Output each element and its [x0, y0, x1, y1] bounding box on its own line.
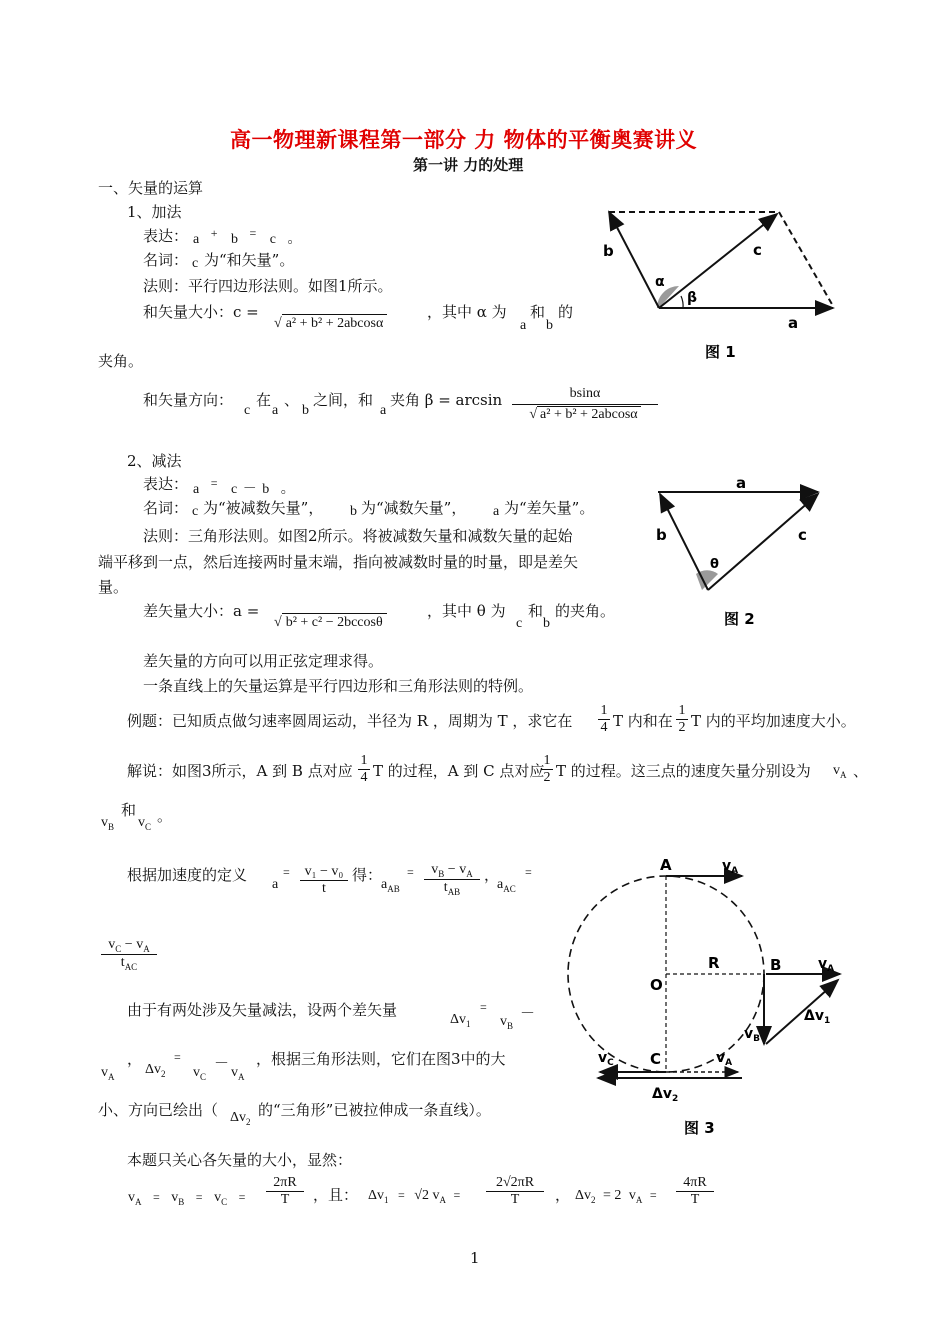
expr-op: = — [249, 226, 257, 240]
punct: 、 — [284, 391, 300, 409]
velocity-fraction — [266, 1175, 304, 1208]
difference-vectors-text: 由于有两处涉及矢量减法，设两个差矢量 — [127, 1001, 398, 1019]
label-c: c — [753, 241, 762, 259]
label-theta: θ — [710, 557, 719, 572]
label-beta: β — [687, 290, 698, 306]
label-b: b — [603, 242, 614, 260]
label-vB — [744, 1026, 760, 1044]
symbol-b: b — [302, 403, 309, 418]
figure-3-circle — [560, 848, 860, 1148]
symbol-aAC — [497, 877, 516, 894]
sum-direction-label: 和矢量方向： — [143, 391, 234, 409]
sqrt-two: √2 — [414, 1188, 429, 1203]
delta-v1-fraction — [486, 1175, 544, 1208]
subscript: 2 — [671, 1094, 679, 1104]
subscript: A — [827, 964, 835, 974]
symbol-v: v — [744, 1026, 754, 1042]
word-between: 之间，和 — [313, 391, 374, 409]
punct: 、 — [853, 762, 869, 780]
expr-op: = — [210, 476, 218, 490]
expr-op: + — [210, 226, 218, 240]
page-title: 高一物理新课程第一部分 力 物体的平衡奥赛讲义 — [230, 128, 698, 152]
symbol-c: c — [516, 616, 523, 631]
equals: = — [153, 1190, 160, 1204]
subscript: A — [840, 769, 847, 780]
expr-term: a — [193, 482, 200, 497]
delta-v2-fraction — [676, 1175, 714, 1208]
subscript: A — [238, 1071, 245, 1082]
denominator: 2 — [678, 720, 686, 735]
symbol-v: v — [431, 862, 439, 877]
word-angle: 的夹角。 — [555, 602, 616, 620]
denominator: T — [510, 1192, 520, 1207]
subscript: B — [438, 868, 445, 879]
figure-2-triangle — [650, 470, 840, 635]
subscript: C — [221, 1196, 228, 1207]
note-sine-rule: 差矢量的方向可以用正弦定理求得。 — [143, 652, 384, 670]
point-A: A — [660, 856, 672, 874]
subtraction-name-label: 名词： — [143, 499, 189, 517]
subtrahend-text: 为“减数矢量”， — [361, 499, 467, 517]
label-alpha: α — [655, 274, 665, 290]
word-get: 得： — [352, 866, 383, 884]
expr-term: b — [262, 482, 270, 497]
symbol-a: a — [493, 504, 500, 519]
point-B: B — [770, 956, 782, 974]
velocity-vA — [101, 1065, 115, 1082]
difference-text: 为“差矢量”。 — [504, 499, 595, 517]
symbol-c: c — [192, 504, 199, 519]
word-of: 的 — [558, 303, 574, 321]
symbol-b: b — [350, 504, 357, 519]
numerator: bsinα — [569, 386, 601, 401]
acceleration-definition-label: 根据加速度的定义 — [127, 866, 248, 884]
root-content: b² + c² − 2bccosθ — [282, 613, 387, 630]
delta-v2-result — [575, 1188, 661, 1205]
equals: = — [195, 1190, 203, 1204]
solution-text: 解说：如图3所示，A 到 B 点对应 — [127, 762, 353, 780]
label-vA — [716, 1050, 732, 1068]
punct: ， — [484, 866, 500, 884]
aAB-fraction — [424, 862, 480, 897]
symbol-dv: Δv — [368, 1188, 385, 1203]
subtraction-heading: 2、减法 — [127, 452, 182, 470]
sum-magnitude-label: 和矢量大小：c = — [143, 303, 259, 321]
expr-term: c — [231, 482, 238, 497]
numerator — [424, 862, 480, 879]
addition-name-label: 名词： — [143, 251, 189, 269]
velocity-vC — [193, 1065, 206, 1082]
difference-magnitude-root: √ b² + c² − 2bccosθ — [274, 615, 387, 631]
symbol-v: v — [214, 1190, 222, 1205]
addition-rule: 法则：平行四边形法则。如图1所示。 — [143, 277, 393, 295]
equals: = — [407, 865, 414, 879]
addition-heading: 1、加法 — [127, 203, 182, 221]
symbol-v: v — [818, 956, 828, 972]
beta-angle-arc — [681, 296, 683, 308]
subscript: C — [607, 1058, 614, 1068]
vector-b-arrow — [609, 212, 659, 308]
numerator: 1 — [543, 753, 551, 768]
denominator — [101, 955, 157, 972]
root-content: a² + b² + 2abcosα — [537, 406, 641, 422]
sum-magnitude-tail: ，其中 α 为 — [427, 303, 507, 321]
addition-expression — [193, 228, 302, 248]
word-and: 和 — [528, 602, 544, 620]
symbol-aAB — [381, 877, 400, 894]
symbol-v: v — [193, 1065, 200, 1080]
word-and-also: ，且： — [313, 1186, 359, 1204]
acceleration-fraction — [300, 864, 348, 897]
page-number: 1 — [470, 1249, 480, 1267]
subscript: AB — [387, 883, 400, 894]
delta-v2 — [145, 1062, 166, 1079]
subscript: A — [635, 1194, 643, 1205]
numerator: 1 — [678, 703, 686, 718]
velocity-vC — [138, 815, 151, 832]
equals: = — [174, 1050, 181, 1064]
denominator: T — [690, 1192, 700, 1207]
difference-magnitude-tail: ，其中 θ 为 — [427, 602, 506, 620]
numerator: 1 — [360, 753, 368, 768]
subscript: 2 — [246, 1116, 251, 1127]
denominator: √ a² + b² + 2abcosα — [512, 407, 658, 423]
symbol-t: t — [120, 954, 125, 970]
subscript: B — [507, 1020, 514, 1031]
symbol-dv: Δv — [145, 1062, 162, 1077]
difference-magnitude-label: 差矢量大小：a = — [143, 602, 260, 620]
subtraction-rule-line: 法则：三角形法则。如图2所示。将被减数矢量和减数矢量的起始 — [143, 527, 573, 545]
subscript: C — [145, 821, 152, 832]
dashed-side — [779, 212, 833, 306]
figure-1-parallelogram — [595, 200, 855, 370]
label-vA — [818, 956, 834, 974]
symbol-v: v — [432, 1188, 440, 1203]
symbol-v: v — [101, 815, 108, 830]
symbol-v: v — [138, 815, 145, 830]
symbol-c: c — [244, 403, 251, 418]
denominator: 4 — [360, 770, 368, 785]
difference-vectors-text: 小、方向已绘出（ — [98, 1101, 219, 1119]
numerator: 2πR — [273, 1175, 297, 1190]
magnitudes-intro: 本题只关心各矢量的大小，显然： — [127, 1151, 353, 1169]
example-question: T 内的平均加速度大小。 — [691, 712, 856, 730]
subtraction-expression — [193, 478, 295, 498]
equals: = — [398, 1188, 405, 1202]
symbol-dv: Δv — [575, 1188, 592, 1203]
subscript: AC — [124, 961, 138, 972]
fraction-bar — [512, 404, 658, 405]
sum-vector-symbol: c — [192, 256, 199, 271]
numerator: 1 — [600, 703, 608, 718]
symbol-a: a — [380, 403, 387, 418]
minus: － — [214, 1054, 230, 1072]
point-C: C — [650, 1050, 662, 1068]
subscript: A — [725, 1058, 733, 1068]
symbol-a: a — [497, 877, 504, 892]
symbol-a: a — [272, 877, 279, 892]
subscript: A — [466, 868, 473, 879]
symbol-b: b — [546, 318, 553, 333]
subscript: 2 — [161, 1068, 166, 1079]
symbol-v: v — [231, 1065, 238, 1080]
word-in: 在 — [256, 391, 272, 409]
denominator: t — [322, 881, 326, 896]
subscript: 2 — [591, 1194, 596, 1205]
angle-formula: 夹角 β = arcsin — [390, 391, 503, 409]
subscript: AB — [447, 886, 461, 897]
subscript: A — [731, 866, 739, 876]
symbol-t: t — [443, 879, 448, 895]
subscript: A — [439, 1194, 446, 1205]
symbol-v: v — [598, 1050, 608, 1066]
fraction-quarter — [358, 753, 370, 786]
fraction-quarter — [598, 703, 610, 736]
example-question: 例题：已知质点做匀速率圆周运动，半径为 R ，周期为 T ，求它在 — [127, 712, 573, 730]
example-question: T 内和在 — [613, 712, 673, 730]
difference-vectors-text: ，根据三角形法则，它们在图3中的大 — [256, 1050, 506, 1068]
expr-term: c — [269, 232, 276, 247]
section-heading: 一、矢量的运算 — [98, 179, 204, 197]
equals: = — [283, 865, 290, 879]
numerator: v₁ − v₀ — [304, 864, 344, 879]
velocity-vB — [500, 1014, 513, 1031]
vector-b-arrow — [660, 494, 708, 590]
label-delta-v2 — [652, 1086, 678, 1104]
subscript: A — [108, 1071, 115, 1082]
punct: ， — [127, 1050, 143, 1068]
radius-R: R — [708, 954, 720, 972]
symbol-a: a — [520, 318, 527, 333]
subscript: A — [143, 943, 150, 954]
symbol-v: v — [716, 1050, 726, 1066]
label-delta-v1 — [804, 1008, 830, 1026]
symbol-v: v — [833, 763, 840, 778]
subscript: A — [135, 1196, 142, 1207]
subtraction-rule-line: 端平移到一点，然后连接两时量末端，指向被减数时量的时量，即是差矢 — [98, 553, 579, 571]
subscript: 1 — [384, 1194, 389, 1205]
symbol-v: v — [128, 1190, 135, 1205]
root-content: a² + b² + 2abcosα — [282, 314, 388, 331]
label-c: c — [798, 526, 807, 544]
numerator: 2√2πR — [495, 1175, 535, 1190]
delta-v1 — [450, 1012, 471, 1029]
figure-caption: 图 1 — [705, 343, 736, 361]
fraction-half — [676, 703, 688, 736]
subscript: B — [178, 1196, 185, 1207]
label-vC — [598, 1050, 614, 1068]
symbol-v: v — [101, 1065, 108, 1080]
label-a: a — [736, 474, 747, 492]
denominator: 2 — [543, 770, 551, 785]
symbol-a: a — [272, 403, 279, 418]
addition-expression-label: 表达： — [143, 227, 189, 245]
minuend-text: 为“被减数矢量”， — [203, 499, 324, 517]
subscript: 1 — [823, 1016, 831, 1026]
punct: 。 — [157, 807, 173, 825]
minus: － — [520, 1004, 536, 1022]
difference-vectors-text: 的“三角形”已被拉伸成一条直线）。 — [258, 1101, 491, 1119]
equals: = — [453, 1188, 461, 1202]
figure-caption: 图 3 — [684, 1119, 715, 1137]
label-a: a — [788, 314, 799, 332]
word-and: 和 — [121, 801, 137, 819]
symbol-dv: Δv — [652, 1086, 672, 1102]
delta-v2 — [230, 1110, 251, 1127]
center-O: O — [650, 976, 663, 994]
subtraction-expression-label: 表达： — [143, 475, 189, 493]
velocity-vA — [833, 763, 847, 780]
velocity-vB — [101, 815, 114, 832]
word-and: 和 — [530, 303, 546, 321]
equals: = — [480, 1000, 487, 1014]
solution-text: T 的过程。这三点的速度矢量分别设为 — [556, 762, 811, 780]
equals-two: = 2 — [603, 1188, 622, 1203]
figure-caption: 图 2 — [724, 610, 755, 628]
denominator: T — [280, 1192, 290, 1207]
subscript: B — [753, 1034, 761, 1044]
symbol-dv: Δv — [230, 1110, 247, 1125]
vector-c-arrow — [659, 214, 777, 308]
result-line — [128, 1190, 253, 1207]
subscript: AC — [503, 883, 516, 894]
subscript: C — [115, 943, 122, 954]
numerator — [101, 937, 157, 954]
expr-period: 。 — [280, 482, 295, 497]
angle-word: 夹角。 — [98, 352, 144, 370]
subscript: B — [108, 821, 115, 832]
addition-name-text: 为“和矢量”。 — [204, 251, 295, 269]
symbol-v: v — [722, 858, 732, 874]
symbol-v: v — [171, 1190, 179, 1205]
arcsin-fraction — [512, 386, 658, 423]
expr-period: 。 — [287, 232, 302, 247]
symbol-b: b — [543, 616, 550, 631]
minus-v: − v — [444, 862, 467, 877]
note-special-case: 一条直线上的矢量运算是平行四边形和三角形法则的特例。 — [143, 677, 534, 695]
velocity-vA — [231, 1065, 245, 1082]
symbol-v: v — [108, 937, 116, 952]
equals: = — [238, 1190, 246, 1204]
denominator: 4 — [600, 720, 608, 735]
label-b: b — [656, 526, 667, 544]
equals: = — [525, 865, 532, 879]
equals: = — [649, 1188, 657, 1202]
symbol-v: v — [628, 1188, 636, 1203]
punct: ， — [555, 1186, 571, 1204]
aAC-fraction — [101, 937, 157, 972]
fraction-half — [541, 753, 553, 786]
expr-op: － — [242, 482, 257, 497]
subscript: C — [200, 1071, 207, 1082]
symbol-v: v — [500, 1014, 507, 1029]
symbol-dv: Δv — [804, 1008, 824, 1024]
delta-v1-result — [368, 1188, 464, 1205]
expr-term: a — [193, 232, 200, 247]
numerator: 4πR — [683, 1175, 707, 1190]
symbol-a: a — [381, 877, 388, 892]
denominator — [424, 880, 480, 897]
symbol-dv: Δv — [450, 1012, 467, 1027]
minus-v: − v — [121, 937, 144, 952]
subtraction-rule-line: 量。 — [98, 578, 129, 596]
label-vA — [722, 858, 738, 876]
subscript: 1 — [466, 1018, 471, 1029]
sum-magnitude-root: √ a² + b² + 2abcosα — [274, 316, 387, 332]
vector-delta-v1 — [766, 980, 838, 1044]
solution-text: T 的过程，A 到 C 点对应 — [373, 762, 545, 780]
expr-term: b — [231, 232, 238, 247]
lecture-subtitle: 第一讲 力的处理 — [413, 156, 524, 174]
